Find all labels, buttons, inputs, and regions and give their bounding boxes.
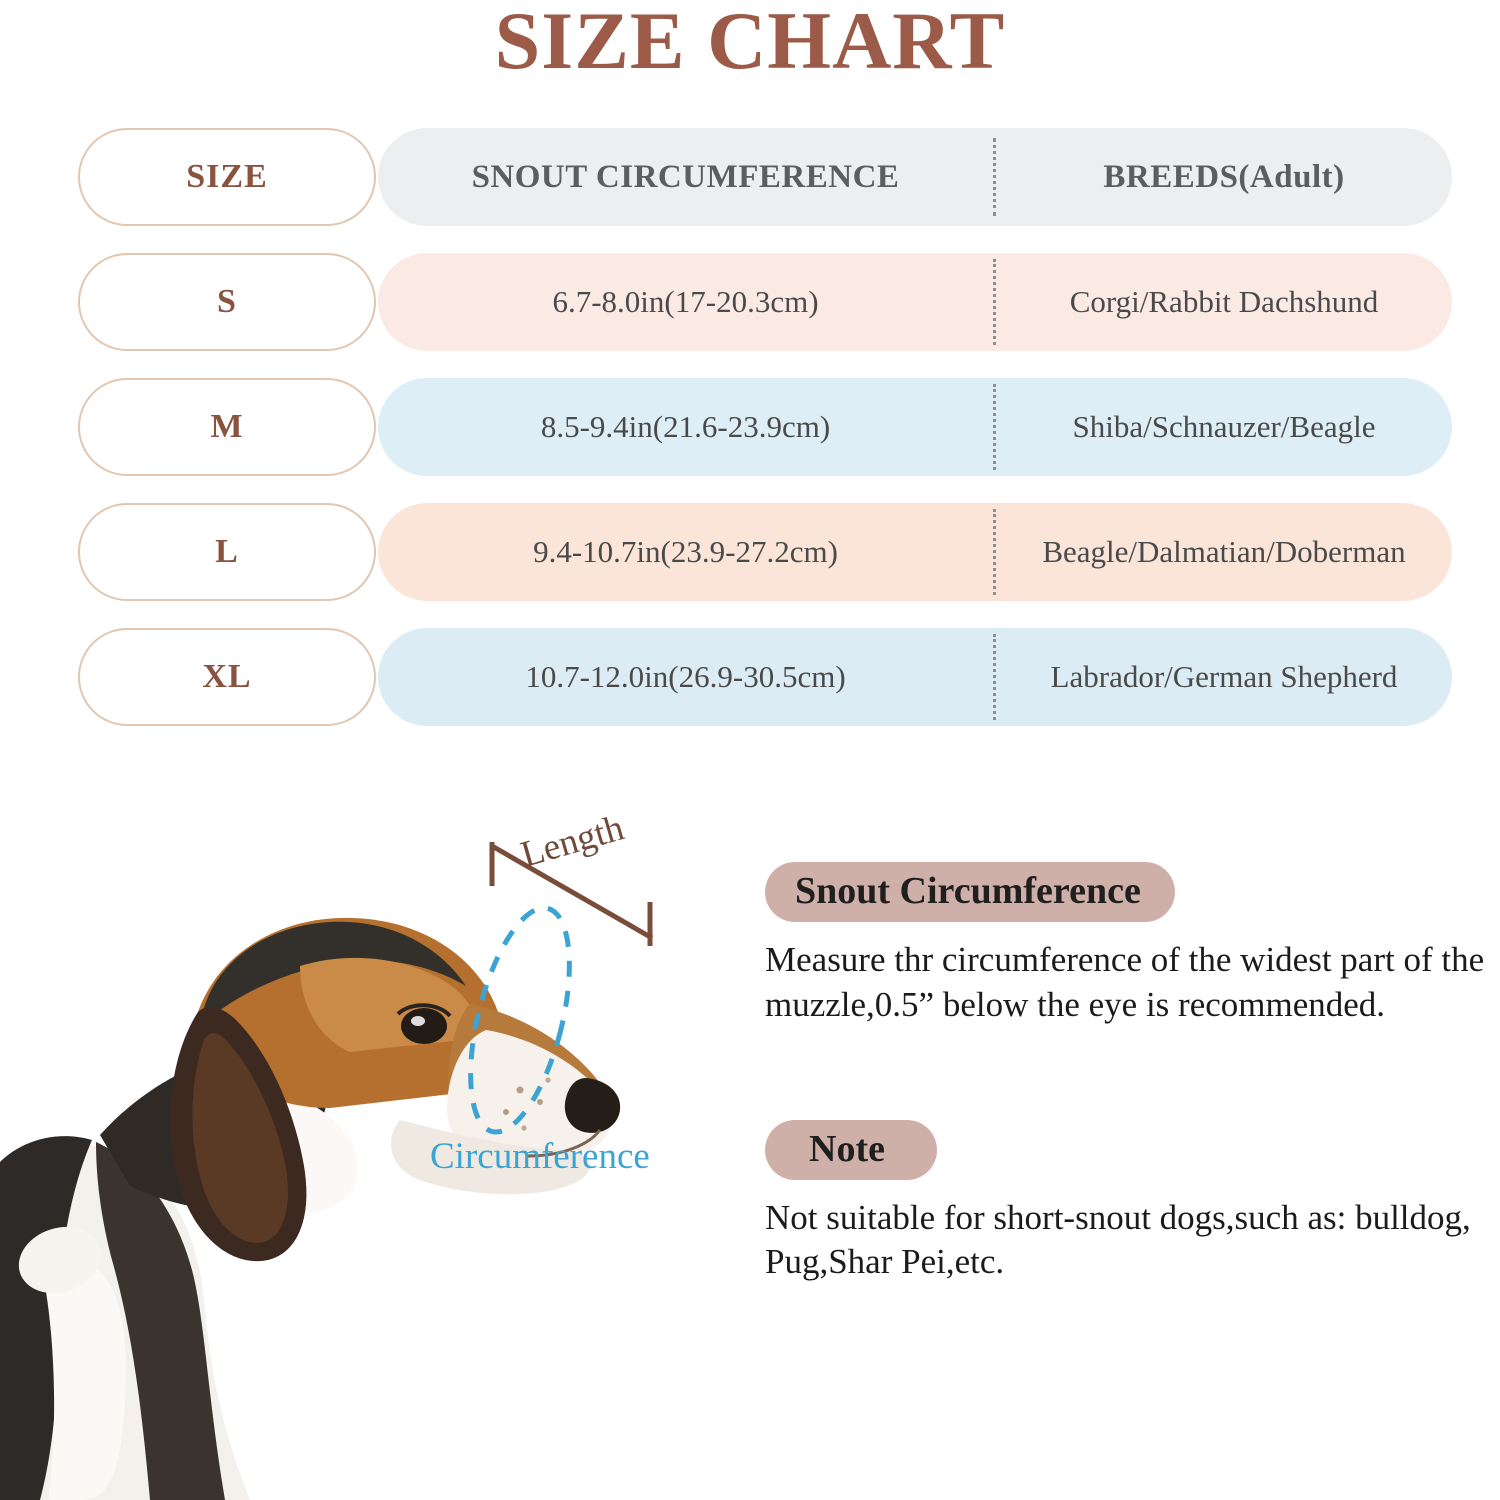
snout-circumference-heading: Snout Circumference: [765, 862, 1175, 922]
dog-measurement-diagram: [0, 790, 720, 1500]
table-row: [78, 378, 1452, 476]
note-text: Not suitable for short-snout dogs,such as: bulldog, Pug,Shar Pei,etc.: [765, 1197, 1471, 1282]
cell-snout: 8.5-9.4in(21.6-23.9cm): [540, 409, 831, 444]
header-cell-snout: SNOUT CIRCUMFERENCE: [471, 158, 900, 195]
cell-snout: 9.4-10.7in(23.9-27.2cm): [533, 534, 838, 569]
cell-size: L: [78, 503, 376, 601]
length-label: Length: [516, 807, 629, 876]
cell-breeds: Labrador/German Shepherd: [1050, 659, 1398, 694]
size-chart-table: [78, 128, 1452, 726]
cell-size: XL: [78, 628, 376, 726]
cell-size: M: [78, 378, 376, 476]
cell-breeds: Shiba/Schnauzer/Beagle: [1072, 409, 1376, 444]
page-title: SIZE CHART: [494, 0, 1006, 86]
snout-circumference-text: Measure thr circumference of the widest part of the muzzle,0.5” below the eye is recommended.: [765, 940, 1485, 1024]
table-row: [78, 503, 1452, 601]
note-section: [765, 1120, 1485, 1286]
table-row: [78, 628, 1452, 726]
cell-snout: 10.7-12.0in(26.9-30.5cm): [525, 659, 846, 694]
circumference-label: Circumference: [430, 1136, 650, 1177]
cell-breeds: Beagle/Dalmatian/Doberman: [1042, 534, 1406, 569]
info-panel: [765, 862, 1485, 1285]
cell-breeds: Corgi/Rabbit Dachshund: [1069, 284, 1379, 319]
table-row: [78, 253, 1452, 351]
header-cell-breeds: BREEDS(Adult): [1103, 158, 1345, 195]
cell-size: S: [78, 253, 376, 351]
cell-snout: 6.7-8.0in(17-20.3cm): [552, 284, 819, 319]
table-header-row: [78, 128, 1452, 226]
header-cell-size: SIZE: [78, 128, 376, 226]
note-heading: Note: [765, 1120, 937, 1180]
